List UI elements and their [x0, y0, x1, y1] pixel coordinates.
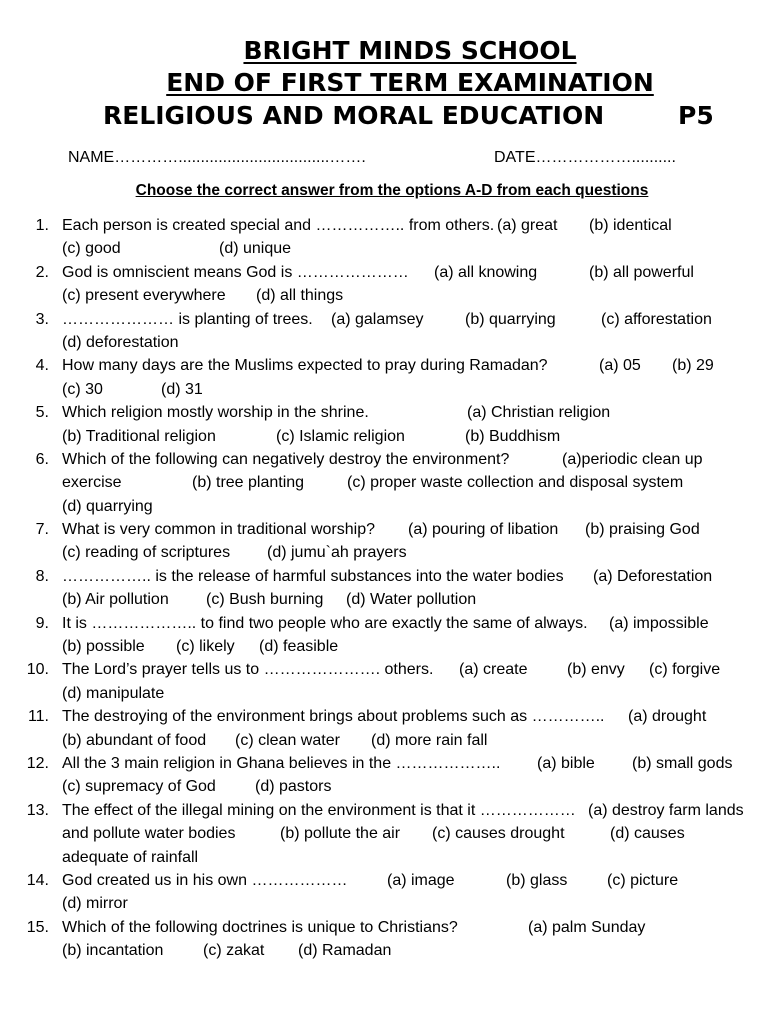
- question-number: 12.: [26, 754, 49, 772]
- answer-option: (c) zakat: [203, 942, 265, 960]
- question-number: 4.: [35, 357, 49, 375]
- answer-option: (b) tree planting: [192, 474, 305, 492]
- answer-option: (a) Christian religion: [467, 404, 611, 422]
- answer-option: adequate of rainfall: [62, 848, 199, 866]
- question-number: 13.: [26, 801, 49, 819]
- question-item: [0, 705, 768, 752]
- answer-option: (d) mirror: [62, 895, 128, 913]
- question-item: [0, 799, 768, 869]
- answer-option: (d) Water pollution: [346, 591, 477, 609]
- question-line: [62, 658, 754, 681]
- answer-option: (b) pollute the air: [280, 825, 401, 843]
- question-item: [0, 612, 768, 659]
- answer-option: (a) drought: [628, 708, 707, 726]
- question-line: [62, 565, 754, 588]
- question-item: [0, 448, 768, 518]
- answer-option: (a) great: [497, 217, 558, 234]
- question-line: [62, 308, 754, 331]
- question-line: [62, 752, 754, 775]
- question-text: The destroying of the environment brings about problems such as …………..: [62, 708, 605, 726]
- question-continuation-line: [62, 237, 754, 260]
- answer-option: (c) proper waste collection and disposal system: [347, 474, 684, 492]
- answer-option: (b) abundant of food: [62, 731, 207, 749]
- question-number: 10.: [26, 661, 49, 679]
- question-text: ………………… is planting of trees.: [62, 310, 313, 328]
- question-line: [62, 354, 754, 377]
- answer-option: (b) Buddhism: [465, 427, 561, 445]
- answer-option: (b) 29: [672, 357, 714, 375]
- question-text: God is omniscient means God is …………………: [62, 263, 409, 281]
- question-number: 11.: [27, 708, 49, 726]
- question-continuation-line: [62, 331, 754, 354]
- answer-option: (d) 31: [161, 380, 203, 398]
- question-number: 2.: [35, 263, 49, 281]
- answer-option: exercise: [62, 474, 122, 492]
- question-number: 5.: [35, 404, 49, 422]
- question-continuation-line: [62, 635, 754, 658]
- answer-option: (c) good: [62, 240, 121, 258]
- question-item: [0, 214, 768, 261]
- question-text: The Lord’s prayer tells us to …………………. others.: [62, 661, 434, 679]
- answer-option: and pollute water bodies: [62, 825, 236, 843]
- question-item: [0, 261, 768, 308]
- answer-option: (b) glass: [506, 871, 568, 889]
- question-text: Which religion mostly worship in the shrine.: [62, 404, 369, 422]
- question-text: Which of the following doctrines is unique to Christians?: [62, 918, 458, 936]
- question-line: [62, 612, 754, 635]
- subject-title: RELIGIOUS AND MORAL EDUCATION: [103, 101, 605, 130]
- question-text: All the 3 main religion in Ghana believes in the ………………..: [62, 754, 501, 772]
- answer-option: (b) Air pollution: [62, 591, 169, 609]
- answer-option: (a)periodic clean up: [562, 450, 703, 468]
- exam-title: END OF FIRST TERM EXAMINATION: [166, 68, 654, 97]
- answer-option: (b) small gods: [632, 754, 733, 772]
- question-line: [62, 261, 754, 284]
- question-text: Which of the following can negatively destroy the environment?: [62, 450, 510, 468]
- answer-option: (a) palm Sunday: [528, 918, 646, 936]
- answer-option: (c) present everywhere: [62, 287, 226, 305]
- question-text: Each person is created special and …………….. from others.: [62, 217, 495, 234]
- question-text: …………….. is the release of harmful substances into the water bodies: [62, 567, 564, 585]
- question-text: God created us in his own ………………: [62, 871, 348, 889]
- question-item: [0, 869, 768, 916]
- question-continuation-line: [62, 471, 754, 494]
- class-level: P5: [678, 101, 714, 130]
- question-continuation-line: [62, 682, 754, 705]
- question-item: [0, 916, 768, 963]
- answer-option: (b) praising God: [585, 521, 700, 539]
- question-item: [0, 354, 768, 401]
- answer-option: (a) all knowing: [434, 263, 538, 281]
- question-continuation-line: [62, 846, 754, 869]
- answer-option: (d) unique: [219, 240, 292, 258]
- answer-option: (a) 05: [599, 357, 641, 375]
- question-continuation-line: [62, 425, 754, 448]
- answer-option: (c) afforestation: [601, 310, 712, 328]
- answer-option: (d) feasible: [259, 638, 339, 656]
- question-item: [0, 518, 768, 565]
- answer-option: (c) 30: [62, 380, 103, 398]
- question-text: How many days are the Muslims expected to pray during Ramadan?: [62, 357, 548, 375]
- question-continuation-line: [62, 729, 754, 752]
- answer-option: (d) causes: [610, 825, 685, 843]
- answer-option: (b) incantation: [62, 942, 164, 960]
- question-continuation-line: [62, 495, 754, 518]
- question-line: [62, 869, 754, 892]
- answer-option: (c) supremacy of God: [62, 778, 216, 796]
- answer-option: (a) pouring of libation: [408, 521, 559, 539]
- name-field: NAME…………..................................…….: [68, 149, 366, 166]
- question-number: 6.: [35, 450, 49, 468]
- instructions: Choose the correct answer from the options A-D from each questions: [135, 182, 649, 199]
- question-item: [0, 401, 768, 448]
- question-item: [0, 752, 768, 799]
- answer-option: (d) jumu`ah prayers: [267, 544, 407, 562]
- answer-option: (c) causes drought: [432, 825, 565, 843]
- question-text: It is ……………….. to find two people who are exactly the same of always.: [62, 614, 588, 632]
- question-number: 14.: [26, 871, 49, 889]
- question-line: [62, 448, 754, 471]
- question-continuation-line: [62, 541, 754, 564]
- answer-option: (a) create: [459, 661, 528, 679]
- answer-option: (c) reading of scriptures: [62, 544, 231, 562]
- answer-option: (c) likely: [176, 638, 235, 656]
- answer-option: (a) impossible: [609, 614, 709, 632]
- answer-option: (d) Ramadan: [298, 942, 392, 960]
- question-line: [62, 916, 754, 939]
- question-line: [62, 799, 754, 822]
- question-list: [0, 214, 768, 963]
- answer-option: (a) destroy farm lands: [588, 801, 744, 819]
- question-text: What is very common in traditional worship?: [62, 521, 376, 539]
- answer-option: (d) manipulate: [62, 684, 165, 702]
- question-number: 9.: [35, 614, 49, 632]
- question-line: [62, 705, 754, 728]
- answer-option: (d) deforestation: [62, 333, 179, 351]
- question-item: [0, 308, 768, 355]
- answer-option: (c) Bush burning: [206, 591, 324, 609]
- question-number: 1.: [35, 217, 49, 234]
- question-number: 15.: [26, 918, 49, 936]
- answer-option: (c) Islamic religion: [276, 427, 405, 445]
- question-line: [62, 401, 754, 424]
- question-number: 7.: [35, 521, 49, 539]
- answer-option: (d) quarrying: [62, 497, 153, 515]
- answer-option: (a) galamsey: [331, 310, 424, 328]
- answer-option: (c) picture: [607, 871, 679, 889]
- answer-option: (b) all powerful: [589, 263, 694, 281]
- question-continuation-line: [62, 775, 754, 798]
- school-name: BRIGHT MINDS SCHOOL: [243, 36, 577, 65]
- answer-option: (b) possible: [62, 638, 145, 656]
- question-continuation-line: [62, 378, 754, 401]
- answer-option: (d) all things: [256, 287, 344, 305]
- question-continuation-line: [62, 284, 754, 307]
- question-continuation-line: [62, 892, 754, 915]
- question-continuation-line: [62, 588, 754, 611]
- answer-option: (b) envy: [567, 661, 625, 679]
- answer-option: (b) quarrying: [465, 310, 556, 328]
- question-line: [62, 214, 754, 237]
- answer-option: (c) clean water: [235, 731, 340, 749]
- question-continuation-line: [62, 822, 754, 845]
- question-line: [62, 518, 754, 541]
- question-number: 3.: [35, 310, 49, 328]
- question-item: [0, 658, 768, 705]
- answer-option: (d) more rain fall: [371, 731, 488, 749]
- answer-option: (a) image: [387, 871, 455, 889]
- answer-option: (c) forgive: [649, 661, 721, 679]
- answer-option: (b) Traditional religion: [62, 427, 216, 445]
- question-continuation-line: [62, 939, 754, 962]
- answer-option: (d) pastors: [255, 778, 332, 796]
- question-item: [0, 565, 768, 612]
- answer-option: (a) Deforestation: [593, 567, 713, 585]
- date-field: DATE………………..........: [494, 149, 676, 166]
- answer-option: (b) identical: [589, 217, 672, 234]
- question-number: 8.: [35, 567, 49, 585]
- question-text: The effect of the illegal mining on the environment is that it ………………: [62, 801, 576, 819]
- answer-option: (a) bible: [537, 754, 595, 772]
